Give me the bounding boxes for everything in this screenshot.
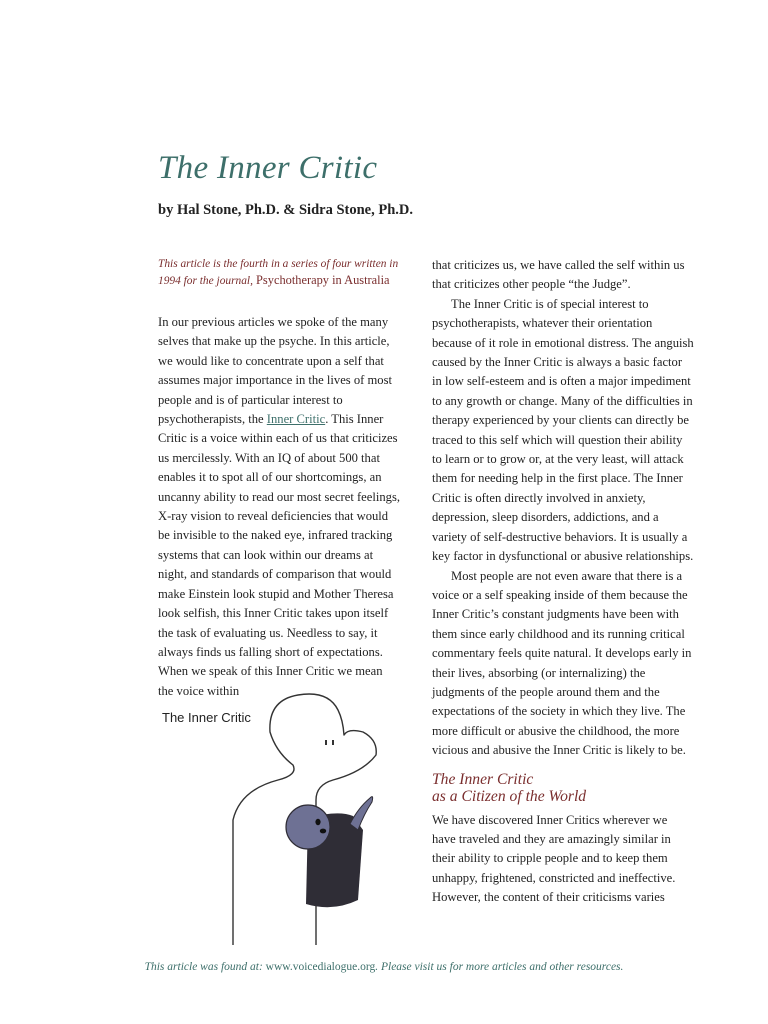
section-heading-line1: The Inner Critic bbox=[432, 770, 534, 788]
body-paragraph: The Inner Critic is of special interest to psychotherapists, whatever their orientation because of it role in emotional distress. The anguish caused by the Inner Critic is always a basic factor in low self-esteem and is often a major impediment to any growth or change. Many of the difficulties in therapy experienced by your clients can directly be traced to this self which will question their ability to learn or to grow or, at the very least, will attack them for needing help in the first place. The Inner Critic is often directly involved in anxiety, depression, sleep disorders, addictions, and a variety of self-destructive behaviors. It is usually a key factor in dysfunctional or abusive relationships. bbox=[432, 296, 694, 564]
article-title: The Inner Critic bbox=[158, 150, 378, 186]
byline: by Hal Stone, Ph.D. & Sidra Stone, Ph.D. bbox=[158, 202, 413, 218]
footer-url-link[interactable]: www.voicedialogue.org bbox=[265, 961, 376, 973]
body-paragraph: We have discovered Inner Critics wherever we have traveled and they are amazingly similar in their ability to cripple people and to keep them unhappy, frightened, constricted and ineffective. However, the content of their criticisms varies bbox=[432, 812, 676, 905]
critic-eye bbox=[315, 819, 320, 825]
critic-arm bbox=[350, 797, 373, 830]
critic-mouth bbox=[320, 829, 326, 834]
body-paragraph: that criticizes us, we have called the self within us that criticizes other people “the Judge”. bbox=[432, 258, 685, 292]
figure-label: The Inner Critic bbox=[162, 710, 251, 725]
spacer bbox=[158, 289, 400, 313]
intro-italic: This article is the fourth in a series of four written in 1994 for the journal, bbox=[158, 258, 399, 287]
body-paragraph: Most people are not even aware that there is a voice or a self speaking inside of them because the Inner Critic’s constant judgments have been with them since early childhood and its running critical commentary feels quite natural. It develops early in their lives, absorbing (or internalizing) the judgments of the people around them and the expectations of the society in which they live. The more difficult or abusive the childhood, the more vicious and abusive the Inner Critic is likely to be. bbox=[432, 568, 692, 758]
right-column bbox=[432, 256, 694, 908]
section-heading bbox=[432, 771, 694, 805]
section-heading-line2: as a Citizen of the World bbox=[432, 787, 587, 805]
body-text: In our previous articles we spoke of the many selves that make up the psyche. In this article, we would like to concentrate upon a self that assumes major importance in the lives of most people and is of particular interest to psychotherapists, the bbox=[158, 315, 392, 427]
figure-eye-right bbox=[332, 740, 334, 745]
inner-critic-link[interactable]: Inner Critic bbox=[266, 412, 326, 427]
footer-text: . Please visit us for more articles and other resources. bbox=[375, 961, 624, 973]
critic-head bbox=[286, 805, 330, 849]
body-text: . This Inner Critic is a voice within each of us that criticizes us mercilessly. With an IQ of about 500 that enables it to spot all of our shortcomings, an uncanny ability to read our most secret feelings, X-ray vision to reveal deficiencies that would be invisible to the naked eye, infrared tracking systems that can look within our dreams at night, and standards of comparison that would make Einstein look stupid and Mother Theresa look selfish, this Inner Critic takes upon itself the task of evaluating us. Needless to say, it always finds us falling short of expectations. When we speak of this Inner Critic we mean the voice within bbox=[158, 412, 401, 698]
intro-journal-name: Psychotherapy in Australia bbox=[252, 273, 390, 287]
figure-eye-left bbox=[325, 740, 327, 745]
footer bbox=[0, 961, 768, 973]
inner-critic-illustration bbox=[158, 690, 418, 945]
intro-note bbox=[158, 256, 400, 289]
left-column bbox=[158, 256, 400, 701]
footer-text: This article was found at: bbox=[144, 961, 266, 973]
body-paragraph bbox=[158, 313, 400, 701]
